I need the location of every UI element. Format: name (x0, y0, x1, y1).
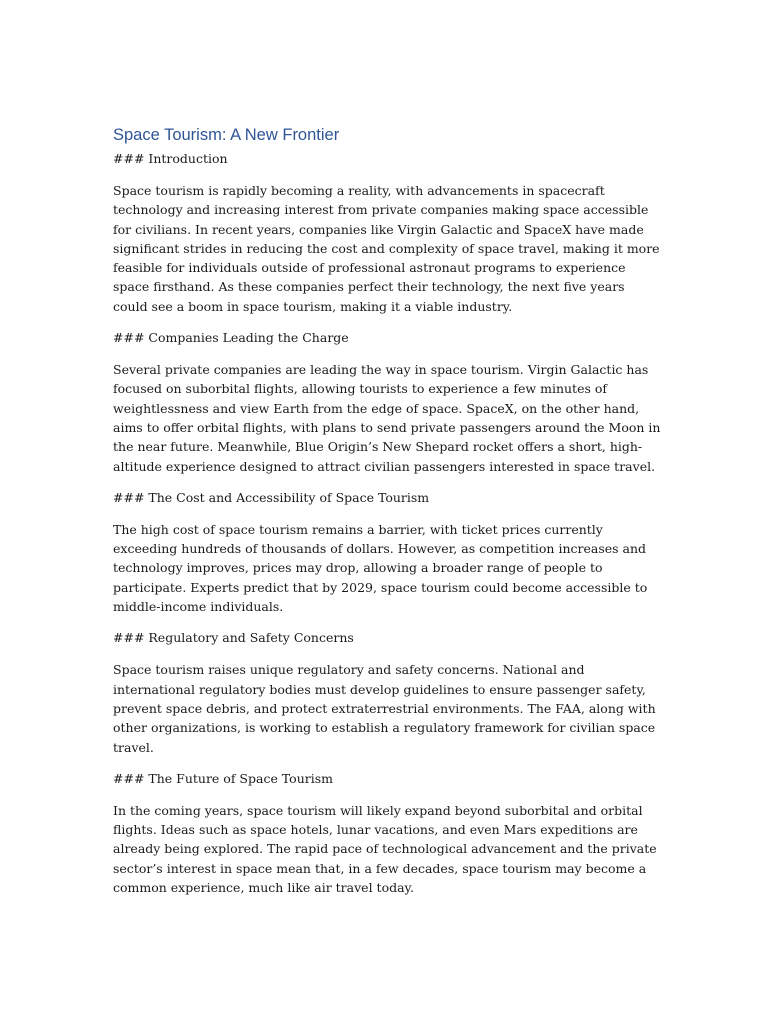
document-title: Space Tourism: A New Frontier (113, 126, 340, 144)
section-heading-future: ### The Future of Space Tourism (113, 770, 333, 786)
section-heading-regulatory: ### Regulatory and Safety Concerns (113, 630, 354, 646)
section-heading-introduction: ### Introduction (113, 151, 228, 166)
section-paragraph-companies: Several private companies are leading the way in space tourism. Virgin Galactic has focused on suborbital flights, allowing tourists to experience a few minutes of weightlessness and view Earth from the edge of space. SpaceX, on the other hand, aims to offer orbital flights, with plans to send private passengers around the Moon in the near future. Meanwhile, Blue Origin’s New Shepard rocket offers a short, high-altitude experience designed to attract civilian passengers interested in space travel. (113, 362, 661, 474)
section-paragraph-cost: The high cost of space tourism remains a barrier, with ticket prices currently exceeding hundreds of thousands of dollars. However, as competition increases and technology improves, prices may drop, allowing a broader range of people to participate. Experts predict that by 2029, space tourism could become accessible to middle-income individuals. (113, 521, 648, 615)
section-paragraph-introduction: Space tourism is rapidly becoming a reality, with advancements in spacecraft technology and increasing interest from private companies making space accessible for civilians. In recent years, companies like Virgin Galactic and SpaceX have made significant strides in reducing the cost and complexity of space travel, making it more feasible for individuals outside of professional astronaut programs to experience space firsthand. As these companies perfect their technology, the next five years could see a boom in space tourism, making it a viable industry. (113, 183, 660, 314)
section-heading-cost: ### The Cost and Accessibility of Space Tourism (113, 489, 430, 505)
section-paragraph-regulatory: Space tourism raises unique regulatory and safety concerns. National and international regulatory bodies must develop guidelines to ensure passenger safety, prevent space debris, and protect extraterrestrial environments. The FAA, along with other organizations, is working to establish a regulatory framework for civilian space travel. (113, 662, 656, 755)
document-page (113, 124, 661, 897)
section-heading-companies: ### Companies Leading the Charge (113, 330, 349, 346)
section-paragraph-future: In the coming years, space tourism will likely expand beyond suborbital and orbital flights. Ideas such as space hotels, lunar vacations, and even Mars expeditions are already being explored. The rapid pace of technological advancement and the private sector’s interest in space mean that, in a few decades, space tourism may become a common experience, much like air travel today. (113, 802, 657, 896)
